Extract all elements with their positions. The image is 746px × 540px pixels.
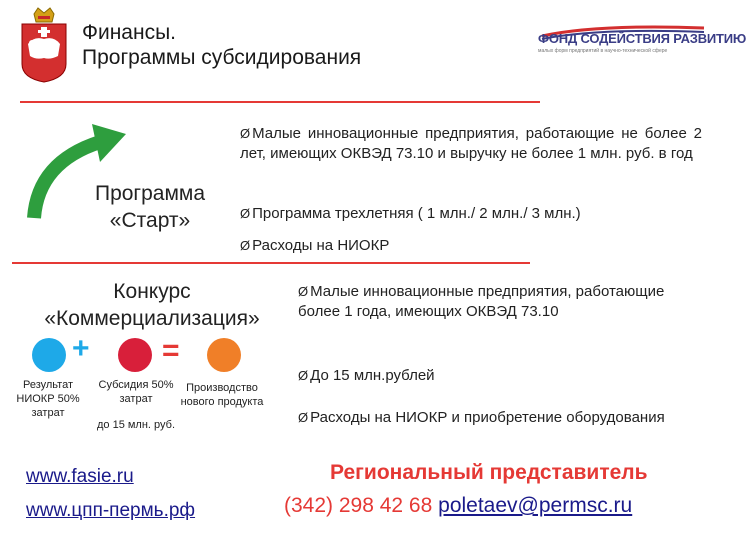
program-bullet-3: [240, 236, 702, 256]
bullet-text: Расходы на НИОКР и приобретение оборудования: [310, 409, 665, 426]
representative-contacts: [284, 494, 632, 518]
bullet-arrow-icon: Ø: [298, 410, 309, 425]
formula-item-production: Производство нового продукта: [180, 382, 264, 408]
title-line-1: Финансы.: [82, 21, 176, 44]
plus-sign: +: [72, 332, 90, 365]
bullet-arrow-icon: Ø: [240, 126, 251, 141]
program-bullet-2: [240, 204, 702, 224]
contest-title: [26, 278, 278, 332]
coat-of-arms-icon: [20, 8, 68, 82]
logo-subtitle: малых форм предприятий в научно-технической сфере: [538, 48, 668, 54]
regional-representative-title: Региональный представитель: [330, 461, 648, 484]
cpp-perm-link[interactable]: www.цпп-пермь.рф: [26, 500, 196, 521]
program-name-line-2: «Старт»: [109, 209, 191, 232]
bullet-text: Программа трехлетняя ( 1 млн./ 2 млн./ 3 млн.): [252, 205, 581, 222]
program-start-title: [80, 180, 220, 234]
bullet-text: Малые инновационные предприятия, работающие не более 2 лет, имеющих ОКВЭД 73.10 и выручку не более 1 млн. руб. в год: [240, 125, 702, 162]
bullet-text: Расходы на НИОКР: [252, 237, 390, 254]
bullet-arrow-icon: Ø: [298, 368, 309, 383]
partner-logo: [538, 22, 746, 64]
header-divider: [20, 101, 540, 103]
title-line-2: Программы субсидирования: [82, 46, 362, 69]
representative-email-link[interactable]: poletaev@permsc.ru: [438, 494, 633, 517]
bullet-arrow-icon: Ø: [240, 206, 251, 221]
section-divider: [12, 262, 530, 264]
contest-bullet-2: [298, 366, 708, 386]
formula-subsidy-note: до 15 млн. руб.: [96, 419, 176, 431]
formula-item-subsidy: Субсидия 50% затрат: [98, 379, 174, 405]
formula-item-research: Результат НИОКР 50% затрат: [16, 379, 80, 419]
red-circle-icon: [118, 338, 152, 372]
logo-title: ФОНД СОДЕЙСТВИЯ РАЗВИТИЮ: [538, 31, 746, 46]
contest-bullet-3: [298, 408, 708, 428]
orange-circle-icon: [207, 338, 241, 372]
program-bullet-1: [240, 124, 702, 164]
fasie-link[interactable]: www.fasie.ru: [26, 466, 134, 487]
bullet-arrow-icon: Ø: [240, 238, 251, 253]
contest-name-line-1: Конкурс: [113, 280, 191, 303]
program-name-line-1: Программа: [94, 182, 206, 205]
equals-sign: =: [162, 334, 180, 367]
page-title: [82, 20, 361, 70]
representative-phone: (342) 298 42 68: [284, 494, 433, 517]
contest-bullet-1: [298, 282, 708, 322]
bullet-text: Малые инновационные предприятия, работающие более 1 года, имеющих ОКВЭД 73.10: [298, 283, 665, 320]
blue-circle-icon: [32, 338, 66, 372]
bullet-arrow-icon: Ø: [298, 284, 309, 299]
bullet-text: До 15 млн.рублей: [310, 367, 435, 384]
contest-name-line-2: «Коммерциализация»: [44, 307, 260, 330]
